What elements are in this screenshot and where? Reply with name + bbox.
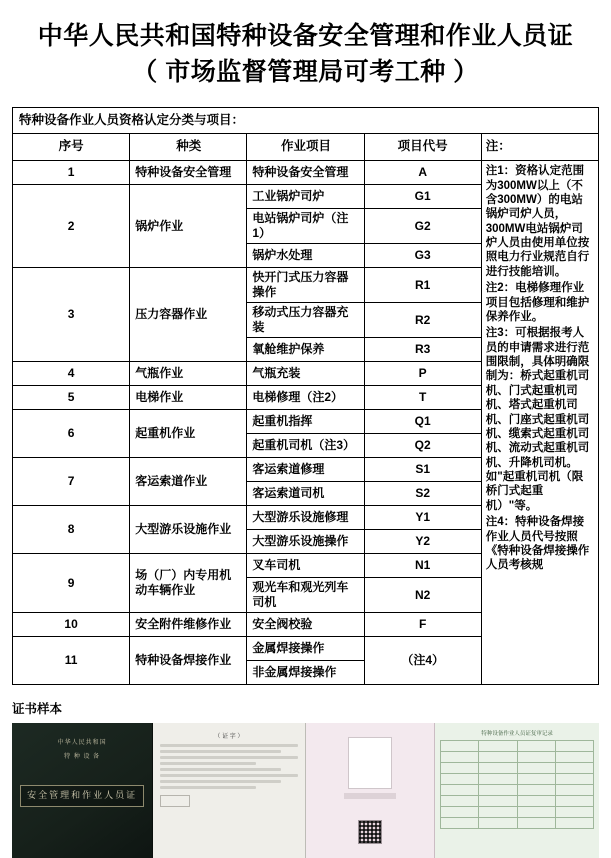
header-note: 注： (481, 134, 598, 161)
cell-code: A (364, 161, 481, 185)
review-cell (479, 796, 517, 807)
cell-item: 大型游乐设施操作 (247, 530, 364, 554)
cell-no: 7 (13, 458, 130, 506)
document-title (12, 0, 599, 91)
note-3: 注3：可根据报考人员的申请需求进行范围限制，具体明确限制为：桥式起重机司机、门式起重机司机、塔式起重机司机、门座式起重机司机、缆索式起重机司机、流动式起重机司机、升降机司机。如"起重机司机（限桥门式起重机）"等。 (485, 327, 590, 512)
notes-cell (481, 161, 598, 685)
text-line (160, 768, 281, 771)
note-2: 注2：电梯修理作业项目包括修理和维护保养作业。 (485, 282, 590, 323)
header-code: 项目代号 (364, 134, 481, 161)
cell-code: R3 (364, 338, 481, 362)
table-header-row (13, 134, 599, 161)
cell-no: 5 (13, 386, 130, 410)
cell-kind: 气瓶作业 (130, 362, 247, 386)
review-cell (441, 763, 479, 774)
cell-kind: 安全附件维修作业 (130, 613, 247, 637)
seal-box (160, 795, 190, 807)
review-cell (479, 818, 517, 829)
qr-code-icon (358, 820, 382, 844)
review-row (441, 763, 594, 774)
cell-item: 非金属焊接操作 (247, 661, 364, 685)
certificate-cover-panel (12, 723, 153, 858)
cover-line-1: 中华人民共和国 (57, 740, 107, 747)
review-cell (441, 818, 479, 829)
cell-item: 特种设备安全管理 (247, 161, 364, 185)
header-item: 作业项目 (247, 134, 364, 161)
cell-code: R1 (364, 268, 481, 303)
cell-code: Q1 (364, 410, 481, 434)
cell-code: （注4） (364, 637, 481, 685)
review-row (441, 796, 594, 807)
cell-code: Y2 (364, 530, 481, 554)
review-row (441, 774, 594, 785)
cell-code: N2 (364, 578, 481, 613)
cell-code: Y1 (364, 506, 481, 530)
review-cell (555, 763, 593, 774)
header-kind: 种类 (130, 134, 247, 161)
review-cell (479, 752, 517, 763)
text-line (160, 756, 297, 759)
cell-item: 快开门式压力容器操作 (247, 268, 364, 303)
review-cell (517, 796, 555, 807)
cell-no: 2 (13, 185, 130, 268)
cell-item: 观光车和观光列车司机 (247, 578, 364, 613)
cell-item: 气瓶充装 (247, 362, 364, 386)
cell-code: S2 (364, 482, 481, 506)
cell-kind: 压力容器作业 (130, 268, 247, 362)
review-cell (517, 741, 555, 752)
cell-no: 10 (13, 613, 130, 637)
review-row (441, 807, 594, 818)
review-cell (479, 807, 517, 818)
cell-no: 9 (13, 554, 130, 613)
cell-code: R2 (364, 303, 481, 338)
cell-no: 3 (13, 268, 130, 362)
review-cell (441, 785, 479, 796)
certificate-photo-panel (306, 723, 436, 858)
cell-code: G1 (364, 185, 481, 209)
review-row (441, 752, 594, 763)
photo-placeholder (348, 737, 392, 789)
cell-code: G2 (364, 209, 481, 244)
review-cell (441, 796, 479, 807)
cell-code: T (364, 386, 481, 410)
text-line (160, 786, 256, 789)
cell-no: 6 (13, 410, 130, 458)
cell-kind: 客运索道作业 (130, 458, 247, 506)
review-table (440, 740, 594, 829)
review-cell (441, 774, 479, 785)
cell-item: 起重机指挥 (247, 410, 364, 434)
cell-item: 工业锅炉司炉 (247, 185, 364, 209)
review-cell (479, 763, 517, 774)
cell-no: 8 (13, 506, 130, 554)
cell-item: 电站锅炉司炉（注1） (247, 209, 364, 244)
cell-no: 11 (13, 637, 130, 685)
sample-label: 证书样本 (12, 702, 63, 717)
cell-kind: 起重机作业 (130, 410, 247, 458)
review-cell (555, 741, 593, 752)
cell-no: 1 (13, 161, 130, 185)
review-cell (555, 807, 593, 818)
text-line (160, 774, 297, 777)
review-cell (479, 785, 517, 796)
review-cell (441, 741, 479, 752)
cover-line-2: 特 种 设 备 (64, 754, 101, 761)
review-cell (517, 807, 555, 818)
cell-kind: 锅炉作业 (130, 185, 247, 268)
cell-item: 电梯修理（注2） (247, 386, 364, 410)
inner-page-title: （ 证 字 ） (214, 734, 244, 741)
title-line-1: 中华人民共和国特种设备安全管理和作业人员证 (37, 22, 574, 50)
cell-item: 移动式压力容器充装 (247, 303, 364, 338)
review-row (441, 785, 594, 796)
cell-kind: 大型游乐设施作业 (130, 506, 247, 554)
cell-item: 安全阀校验 (247, 613, 364, 637)
review-row (441, 741, 594, 752)
qualification-table (12, 107, 599, 686)
title-line-2: （ 市场监督管理局可考工种 ） (132, 58, 479, 87)
cell-code: Q2 (364, 434, 481, 458)
cell-item: 客运索道修理 (247, 458, 364, 482)
cell-kind: 电梯作业 (130, 386, 247, 410)
cell-code: S1 (364, 458, 481, 482)
review-cell (555, 796, 593, 807)
review-cell (555, 752, 593, 763)
review-cell (441, 807, 479, 818)
certificate-sample-image (12, 723, 599, 858)
cell-code: G3 (364, 244, 481, 268)
review-cell (517, 752, 555, 763)
note-4: 注4：特种设备焊接作业人员代号按照《特种设备焊接操作人员考核规 (485, 516, 590, 572)
text-line (160, 762, 256, 765)
cell-code: F (364, 613, 481, 637)
certificate-review-table-panel (435, 723, 599, 858)
cell-kind: 特种设备安全管理 (130, 161, 247, 185)
cell-item: 叉车司机 (247, 554, 364, 578)
review-cell (517, 818, 555, 829)
cell-item: 大型游乐设施修理 (247, 506, 364, 530)
cell-kind: 场（厂）内专用机动车辆作业 (130, 554, 247, 613)
review-cell (555, 774, 593, 785)
cell-code: N1 (364, 554, 481, 578)
review-cell (479, 774, 517, 785)
certificate-inner-text-panel (153, 723, 305, 858)
text-line (160, 744, 297, 747)
cell-item: 起重机司机（注3） (247, 434, 364, 458)
review-cell (555, 785, 593, 796)
review-cell (517, 774, 555, 785)
cell-item: 锅炉水处理 (247, 244, 364, 268)
review-cell (479, 741, 517, 752)
cell-item: 氧舱维护保养 (247, 338, 364, 362)
cell-no: 4 (13, 362, 130, 386)
table-row (13, 161, 599, 185)
review-cell (517, 785, 555, 796)
cell-item: 金属焊接操作 (247, 637, 364, 661)
note-1: 注1：资格认定范围为300MW以上（不含300MW）的电站锅炉司炉人员，300MW电站锅炉司炉人员由使用单位按照电力行业规范自行进行技能培训。 (485, 165, 590, 278)
text-line (160, 780, 281, 783)
info-strip (344, 793, 396, 799)
review-row (441, 818, 594, 829)
review-cell (517, 763, 555, 774)
cell-item: 客运索道司机 (247, 482, 364, 506)
cover-badge: 安全管理和作业人员证 (20, 785, 144, 807)
cell-kind: 特种设备焊接作业 (130, 637, 247, 685)
cell-code: P (364, 362, 481, 386)
table-caption: 特种设备作业人员资格认定分类与项目： (13, 107, 599, 134)
review-table-title: 特种设备作业人员证复审记录 (481, 731, 553, 738)
text-line (160, 750, 281, 753)
review-cell (555, 818, 593, 829)
review-cell (441, 752, 479, 763)
header-no: 序号 (13, 134, 130, 161)
qualification-table-wrapper (12, 107, 599, 686)
